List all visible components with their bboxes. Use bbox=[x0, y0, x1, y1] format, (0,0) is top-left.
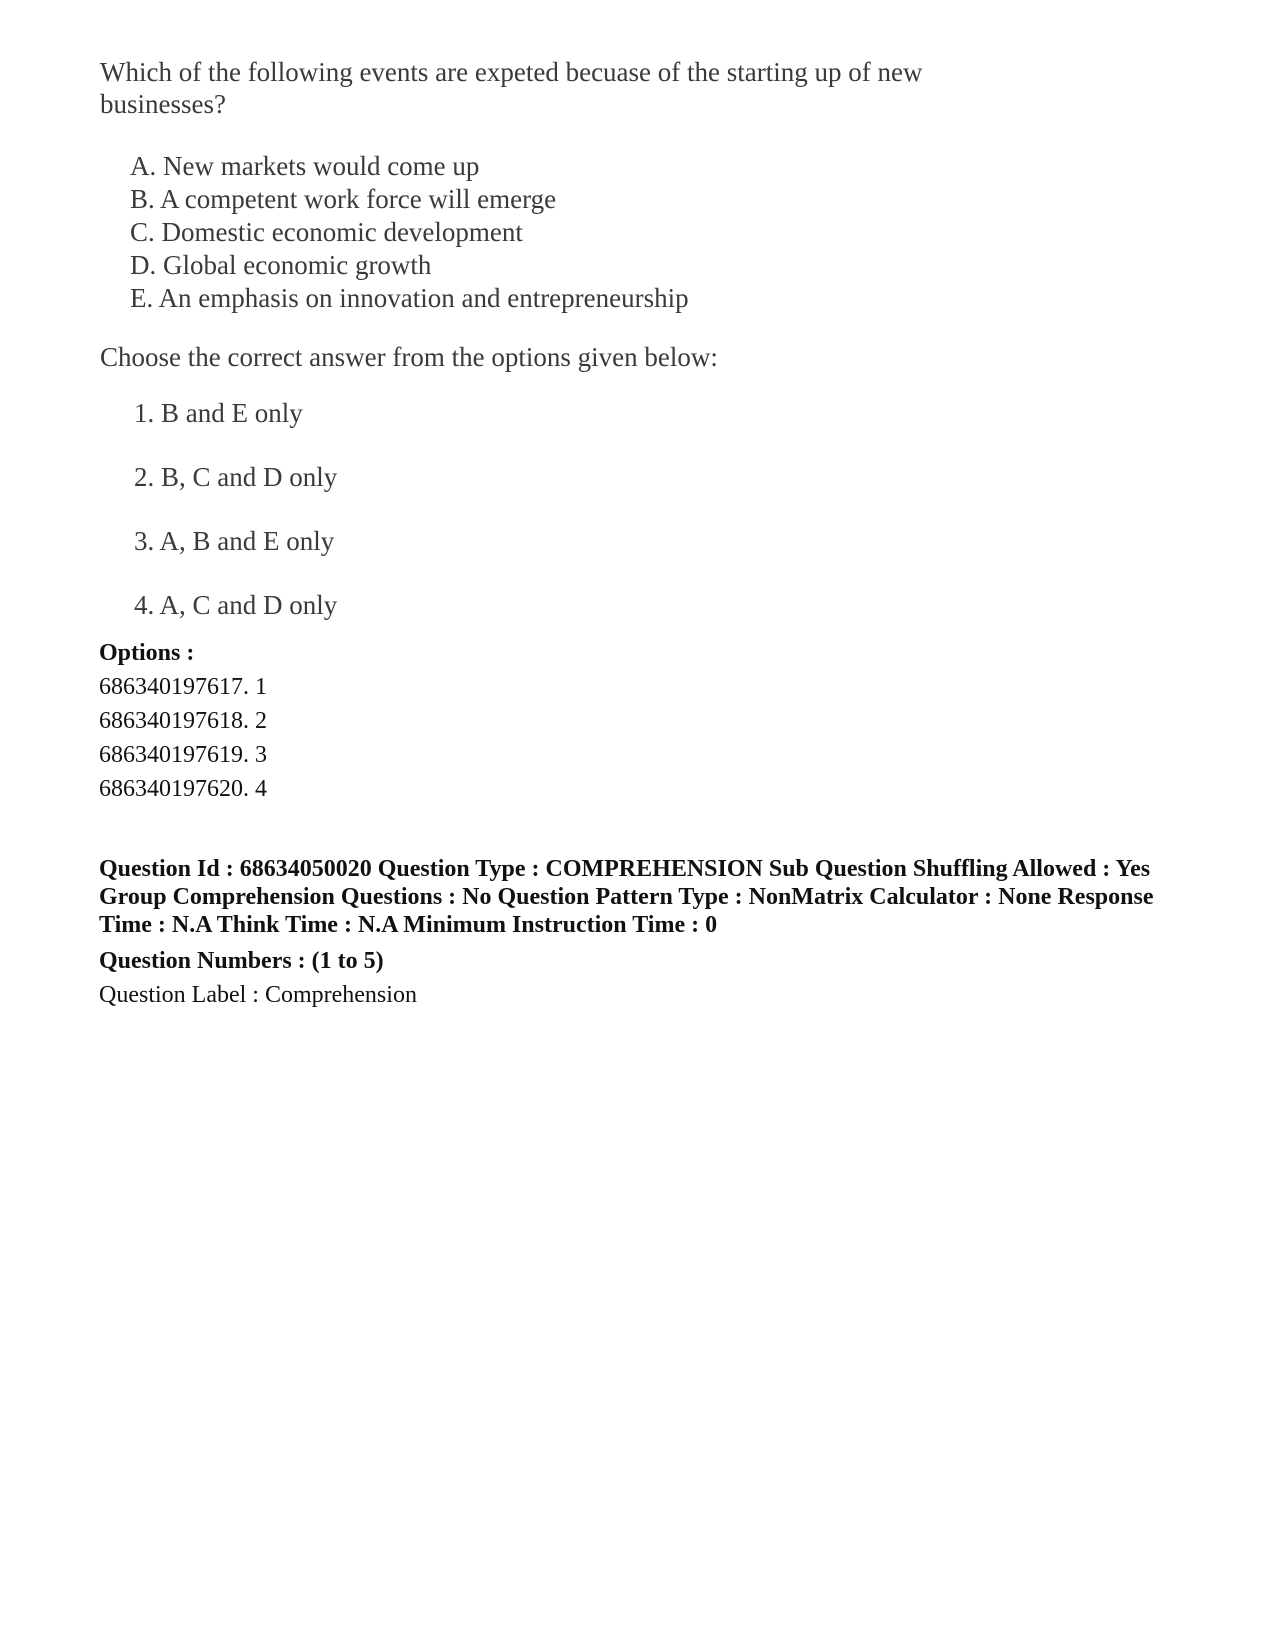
statement-item: C. Domestic economic development bbox=[130, 217, 523, 247]
statement-item: B. A competent work force will emerge bbox=[130, 184, 557, 214]
statement-item: D. Global economic growth bbox=[130, 250, 432, 280]
answer-item: 1. B and E only bbox=[134, 398, 303, 428]
option-item: 686340197618. 2 bbox=[99, 708, 267, 734]
statement-list bbox=[130, 150, 1000, 315]
question-metadata: Question Id : 68634050020 Question Type : COMPREHENSION Sub Question Shuffling Allowed : Yes Group Comprehension Questions : No Question Pattern Type : NonMatrix Calculator : None Response Time : N.A Think Time : N.A Minimum Instruction Time : 0 bbox=[99, 856, 1154, 938]
choose-prompt: Choose the correct answer from the options given below: bbox=[100, 342, 718, 372]
option-item: 686340197617. 1 bbox=[99, 674, 267, 700]
option-item: 686340197619. 3 bbox=[99, 742, 267, 768]
question-label: Question Label : Comprehension bbox=[99, 982, 417, 1008]
answer-item: 4. A, C and D only bbox=[134, 590, 338, 620]
statement-item: E. An emphasis on innovation and entrepreneurship bbox=[130, 283, 689, 313]
options-block bbox=[99, 636, 267, 806]
statement-item: A. New markets would come up bbox=[130, 151, 480, 181]
question-numbers: Question Numbers : (1 to 5) bbox=[99, 948, 384, 974]
answer-item: 3. A, B and E only bbox=[134, 526, 335, 556]
answer-list bbox=[134, 397, 1000, 653]
answer-item: 2. B, C and D only bbox=[134, 462, 338, 492]
question-image bbox=[100, 56, 1000, 653]
question-stem: Which of the following events are expeted becuase of the starting up of new businesses? bbox=[100, 57, 923, 119]
option-item: 686340197620. 4 bbox=[99, 776, 267, 802]
options-heading: Options : bbox=[99, 640, 195, 666]
